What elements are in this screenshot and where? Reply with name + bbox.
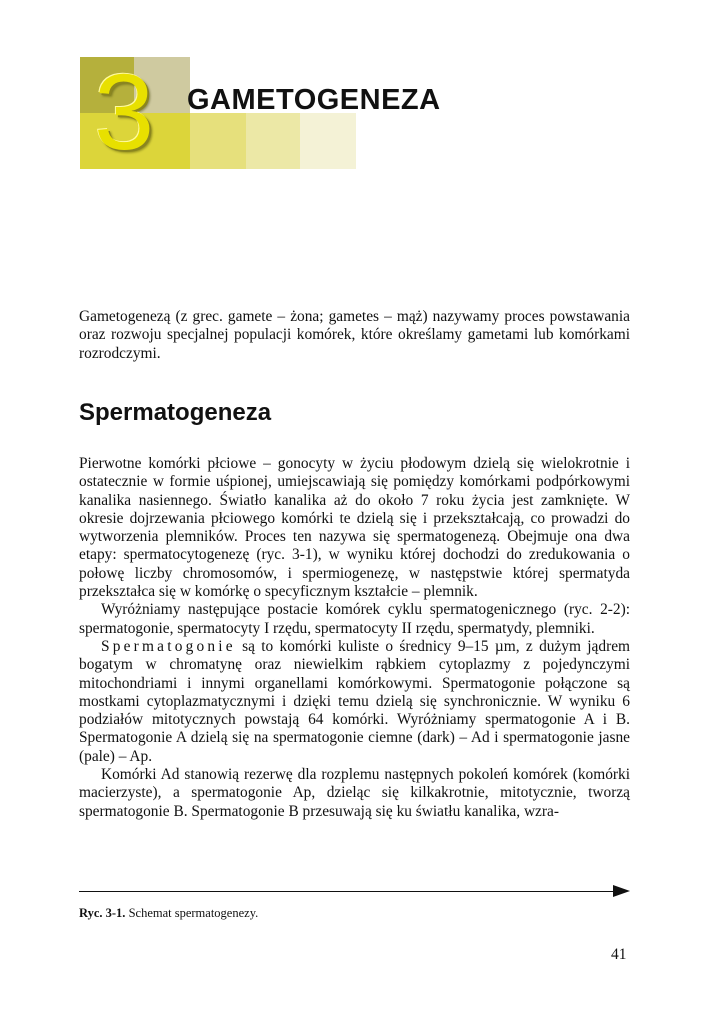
figure-arrow-line bbox=[79, 891, 615, 892]
header-block bbox=[190, 113, 246, 169]
caption-text: Schemat spermatogenezy. bbox=[125, 906, 259, 920]
paragraph: Komórki Ad stanowią rezerwę dla rozplemu następnych pokoleń komórek (komórki macierzyste), a spermatogonie Ap, dzieląc się kilkakrotnie, mitotycznie, tworzą spermatogonie B. Spermatogonie B przesuwają się ku światłu kanalika, wzra- bbox=[79, 766, 630, 820]
intro-paragraph bbox=[79, 308, 630, 363]
page-number: 41 bbox=[611, 946, 627, 963]
caption-label: Ryc. 3-1. bbox=[79, 906, 126, 920]
intro-text: Gametogenezą (z grec. gamete – żona; gametes – mąż) nazywamy proces powstawania oraz rozwoju specjalnej populacji komórek, które określamy gametami lub komórkami rozrodczymi. bbox=[79, 308, 630, 362]
paragraph: Pierwotne komórki płciowe – gonocyty w życiu płodowym dzielą się wielokrotnie i ostatecznie w formie uśpionej, umiejscawiają się pomiędzy komórkami podpórkowymi kanalika nasiennego. Światło kanalika aż do około 7 roku życia jest zamknięte. W okresie dojrzewania płciowego komórki te dzielą się i przekształcają, co prowadzi do wytworzenia plemników. Proces ten nazywa się spermatogenezą. Obejmuje ona dwa etapy: spermatocytogenezę (ryc. 3-1), w wyniku której dochodzi do zredukowania o połowę liczby chromosomów, i spermiogenezę, w następstwie której spermatyda przekształca się w komórkę o specyficznym kształcie – plemnik. bbox=[79, 455, 630, 601]
section-body bbox=[79, 455, 630, 821]
section-heading: Spermatogeneza bbox=[79, 399, 272, 426]
header-block bbox=[246, 113, 300, 169]
arrow-head-icon bbox=[613, 885, 630, 897]
header-block bbox=[300, 113, 356, 169]
paragraph-text: są to komórki kuliste o średnicy 9–15 µm, z dużym jądrem bogatym w chromatynę oraz niewielkim rąbkiem cytoplazmy z pojedynczymi mitochondriami i innymi organellami komórkowymi. Spermatogonie połączone są mostkami cytoplazmatycznymi i dzięki temu dzielą się synchronicznie. W wyniku 6 podziałów mitotycznych powstają 64 komórki. Wyróżniamy spermatogonie A i B. Spermatogonie A dzielą się na spermatogonie ciemne (dark) – Ad i spermatogonie jasne (pale) – Ap. bbox=[79, 637, 630, 765]
chapter-number: 3 bbox=[94, 51, 155, 172]
spaced-term: Spermatogonie bbox=[101, 637, 236, 655]
figure-caption bbox=[79, 906, 258, 921]
paragraph: Wyróżniamy następujące postacie komórek cyklu spermatogenicznego (ryc. 2-2): spermatogonie, spermatocyty I rzędu, spermatocyty II rzędu, spermatydy, plemniki. bbox=[79, 601, 630, 637]
paragraph bbox=[79, 638, 630, 766]
chapter-title: GAMETOGENEZA bbox=[187, 84, 441, 116]
